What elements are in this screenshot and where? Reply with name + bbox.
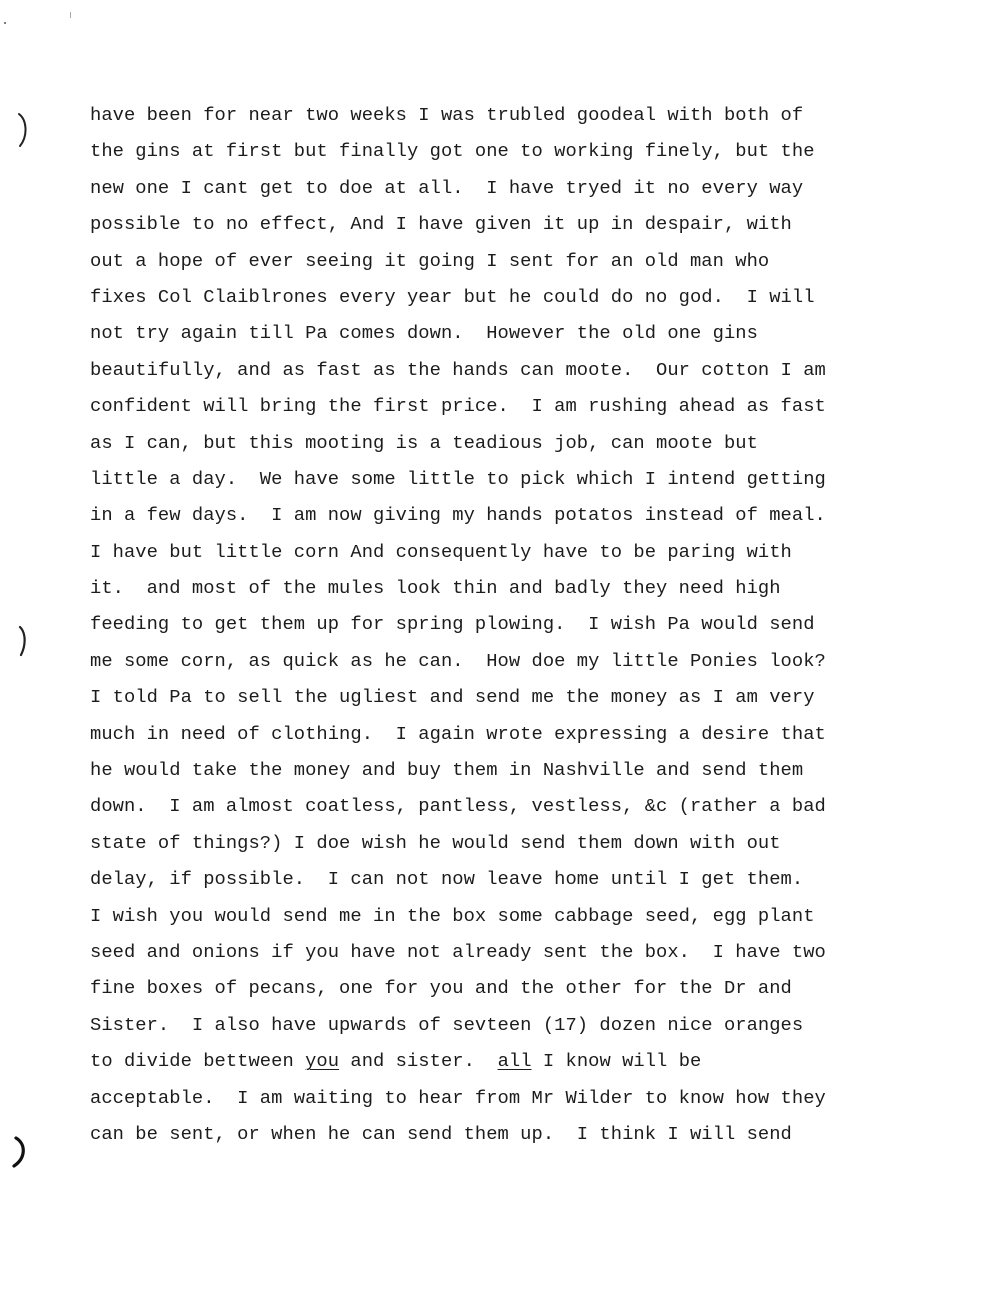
text-line: new one I cant get to doe at all. I have tryed it no every way — [90, 176, 804, 199]
text-line: Sister. I also have upwards of sevteen (17) dozen nice oranges — [90, 1013, 804, 1036]
text-line: feeding to get them up for spring plowing. I wish Pa would send — [90, 613, 815, 636]
text-line: I have but little corn And consequently have to be paring with — [90, 540, 792, 563]
text-line: down. I am almost coatless, pantless, vestless, &c (rather a bad — [90, 795, 826, 818]
text-line: fixes Col Claiblrones every year but he could do no god. I will — [90, 285, 815, 308]
underlined-word-all: all — [497, 1050, 532, 1073]
letter-body — [90, 97, 970, 1152]
text-line: beautifully, and as fast as the hands can moote. Our cotton I am — [90, 358, 826, 381]
text-line: much in need of clothing. I again wrote expressing a desire that — [90, 722, 826, 745]
scan-speck — [70, 12, 71, 18]
punch-hole-mark-middle — [14, 625, 34, 657]
text-line: in a few days. I am now giving my hands potatos instead of meal. — [90, 504, 826, 527]
text-segment: I know will be — [531, 1050, 702, 1073]
punch-hole-mark-top — [14, 112, 34, 148]
text-line: state of things?) I doe wish he would send them down with out — [90, 831, 781, 854]
text-line: fine boxes of pecans, one for you and the other for the Dr and — [90, 977, 792, 1000]
text-line: have been for near two weeks I was trubled goodeal with both of — [90, 104, 804, 126]
text-line: confident will bring the first price. I am rushing ahead as fast — [90, 395, 826, 418]
text-line: he would take the money and buy them in Nashville and send them — [90, 759, 804, 782]
text-line: little a day. We have some little to pick which I intend getting — [90, 467, 826, 490]
text-line: out a hope of ever seeing it going I sent for an old man who — [90, 249, 770, 272]
text-line: me some corn, as quick as he can. How doe my little Ponies look? — [90, 649, 826, 672]
text-line: I told Pa to sell the ugliest and send me the money as I am very — [90, 686, 815, 709]
text-line: acceptable. I am waiting to hear from Mr Wilder to know how they — [90, 1086, 826, 1109]
text-line: possible to no effect, And I have given it up in despair, with — [90, 213, 792, 236]
text-line: seed and onions if you have not already sent the box. I have two — [90, 940, 826, 963]
punch-hole-mark-bottom — [8, 1136, 32, 1168]
text-line: the gins at first but finally got one to working finely, but the — [90, 140, 815, 163]
text-line: I wish you would send me in the box some cabbage seed, egg plant — [90, 904, 815, 927]
text-line: it. and most of the mules look thin and badly they need high — [90, 577, 781, 600]
text-segment: to divide bettween — [90, 1050, 306, 1073]
text-line: delay, if possible. I can not now leave home until I get them. — [90, 868, 804, 891]
text-line: not try again till Pa comes down. However the old one gins — [90, 322, 758, 345]
scan-speck — [4, 22, 6, 24]
underlined-word-you: you — [305, 1050, 340, 1073]
text-line: can be sent, or when he can send them up. I think I will send — [90, 1122, 792, 1145]
text-line: as I can, but this mooting is a teadious job, can moote but — [90, 431, 758, 454]
text-line-with-underlines — [90, 1043, 970, 1079]
text-segment: and sister. — [339, 1050, 498, 1073]
